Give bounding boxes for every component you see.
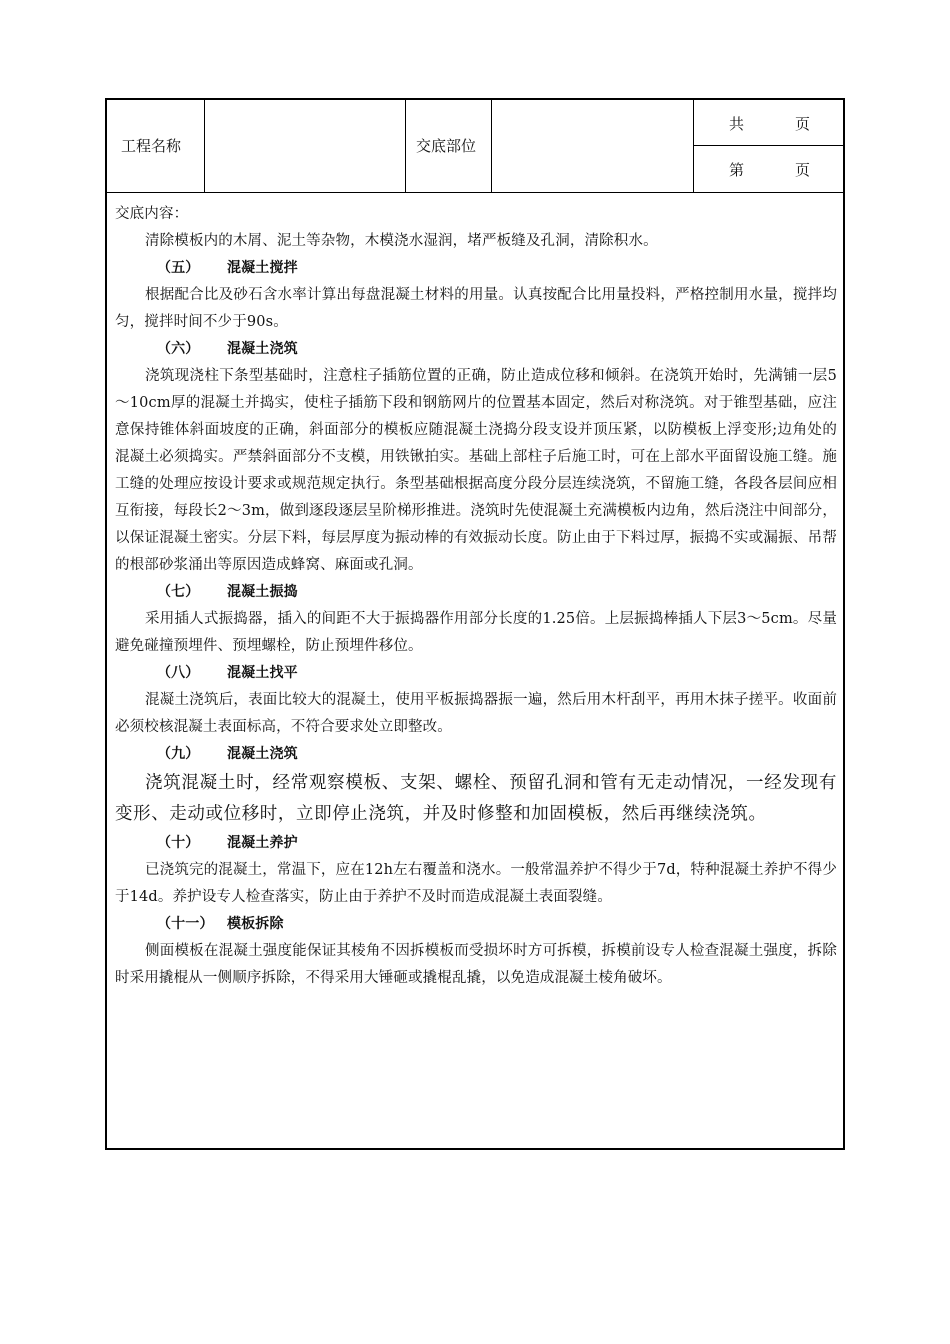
project-name-label: 工程名称	[121, 137, 182, 155]
body-paragraph: 清除模板内的木屑、泥土等杂物，木模浇水湿润，堵严板缝及孔洞，清除积水。	[145, 233, 658, 249]
body-paragraph: 侧面模板在混凝土强度能保证其棱角不因拆模板而受损坏时方可拆模，拆模前设专人检查混凝土强度，拆除时采用撬棍从一侧顺序拆除，不得采用大锤砸或撬棍乱撬，以免造成混凝土棱角破坏。	[115, 943, 837, 986]
section-heading	[115, 336, 837, 363]
body-paragraph: 采用插人式振捣器，插入的间距不大于振捣器作用部分长度的1.25倍。上层振捣棒插人下层3～5cm。尽量避免碰撞预埋件、预埋螺栓，防止预埋件移位。	[115, 611, 837, 654]
content-paragraphs	[115, 228, 837, 992]
section-heading	[115, 911, 837, 938]
section-heading	[115, 579, 837, 606]
page-label-b: 页	[795, 161, 811, 179]
body-paragraph: 根据配合比及砂石含水率计算出每盘混凝土材料的用量。认真按配合比用量投料，严格控制用水量，搅拌均匀，搅拌时间不少于90s。	[115, 287, 837, 330]
section-title: 混凝土浇筑	[227, 341, 298, 357]
section-title: 混凝土找平	[227, 665, 298, 681]
section-heading	[115, 660, 837, 687]
total-pages-label-a: 共	[729, 115, 745, 133]
section-number: （五）	[157, 260, 200, 276]
section-number: （六）	[157, 341, 200, 357]
section-number: （十一）	[157, 916, 214, 932]
section-heading	[115, 741, 837, 768]
disclosure-content	[115, 201, 837, 992]
body-paragraph: 已浇筑完的混凝土，常温下，应在12h左右覆盖和浇水。一般常温养护不得少于7d，特种混凝土养护不得少于14d。养护设专人检查落实，防止由于养护不及时而造成混凝土表面裂缝。	[115, 862, 837, 905]
grid-line	[204, 100, 205, 193]
section-title: 混凝土养护	[227, 835, 298, 851]
grid-line	[693, 145, 845, 146]
section-title: 混凝土浇筑	[227, 746, 298, 762]
header-divider	[107, 192, 845, 193]
content-label: 交底内容：	[115, 206, 189, 222]
body-paragraph: 浇筑混凝土时，经常观察模板、支架、螺栓、预留孔洞和管有无走动情况，一经发现有变形、走动或位移时，立即停止浇筑，并及时修整和加固模板，然后再继续浇筑。	[115, 773, 837, 824]
section-title: 模板拆除	[227, 916, 284, 932]
location-label: 交底部位	[416, 137, 477, 155]
body-paragraph: 浇筑现浇柱下条型基础时，注意柱子插筋位置的正确，防止造成位移和倾斜。在浇筑开始时，先满铺一层5～10cm厚的混凝土并捣实，使柱子插筋下段和钢筋网片的位置基本固定，然后对称浇筑。对于锥型基础，应注意保持锥体斜面坡度的正确，斜面部分的模板应随混凝土浇捣分段支设并顶压紧，以防模板上浮变形;边角处的混凝土必须捣实。严禁斜面部分不支模，用铁锹拍实。基础上部柱子后施工时，可在上部水平面留设施工缝。施工缝的处理应按设计要求或规范规定执行。条型基础根据高度分段分层连续浇筑，不留施工缝，各段各层间应相互衔接，每段长2～3m，做到逐段逐层呈阶梯形推进。浇筑时先使混凝土充满模板内边角，然后浇注中间部分，以保证混凝土密实。分层下料，每层厚度为振动棒的有效振动长度。防止由于下料过厚，振捣不实或漏振、吊帮的根部砂浆涌出等原因造成蜂窝、麻面或孔洞。	[115, 368, 837, 573]
section-number: （七）	[157, 584, 200, 600]
section-title: 混凝土振捣	[227, 584, 298, 600]
grid-line	[693, 100, 694, 193]
page-label-a: 第	[729, 161, 745, 179]
disclosure-form	[105, 98, 845, 1150]
section-heading	[115, 255, 837, 282]
grid-line	[491, 100, 492, 193]
section-heading	[115, 830, 837, 857]
section-number: （八）	[157, 665, 200, 681]
grid-line	[405, 100, 406, 193]
section-title: 混凝土搅拌	[227, 260, 298, 276]
body-paragraph: 混凝土浇筑后，表面比较大的混凝土，使用平板振捣器振一遍，然后用木杆刮平，再用木抹子搓平。收面前必须校核混凝土表面标高，不符合要求处立即整改。	[115, 692, 837, 735]
section-number: （九）	[157, 746, 200, 762]
total-pages-label-b: 页	[795, 115, 811, 133]
section-number: （十）	[157, 835, 200, 851]
